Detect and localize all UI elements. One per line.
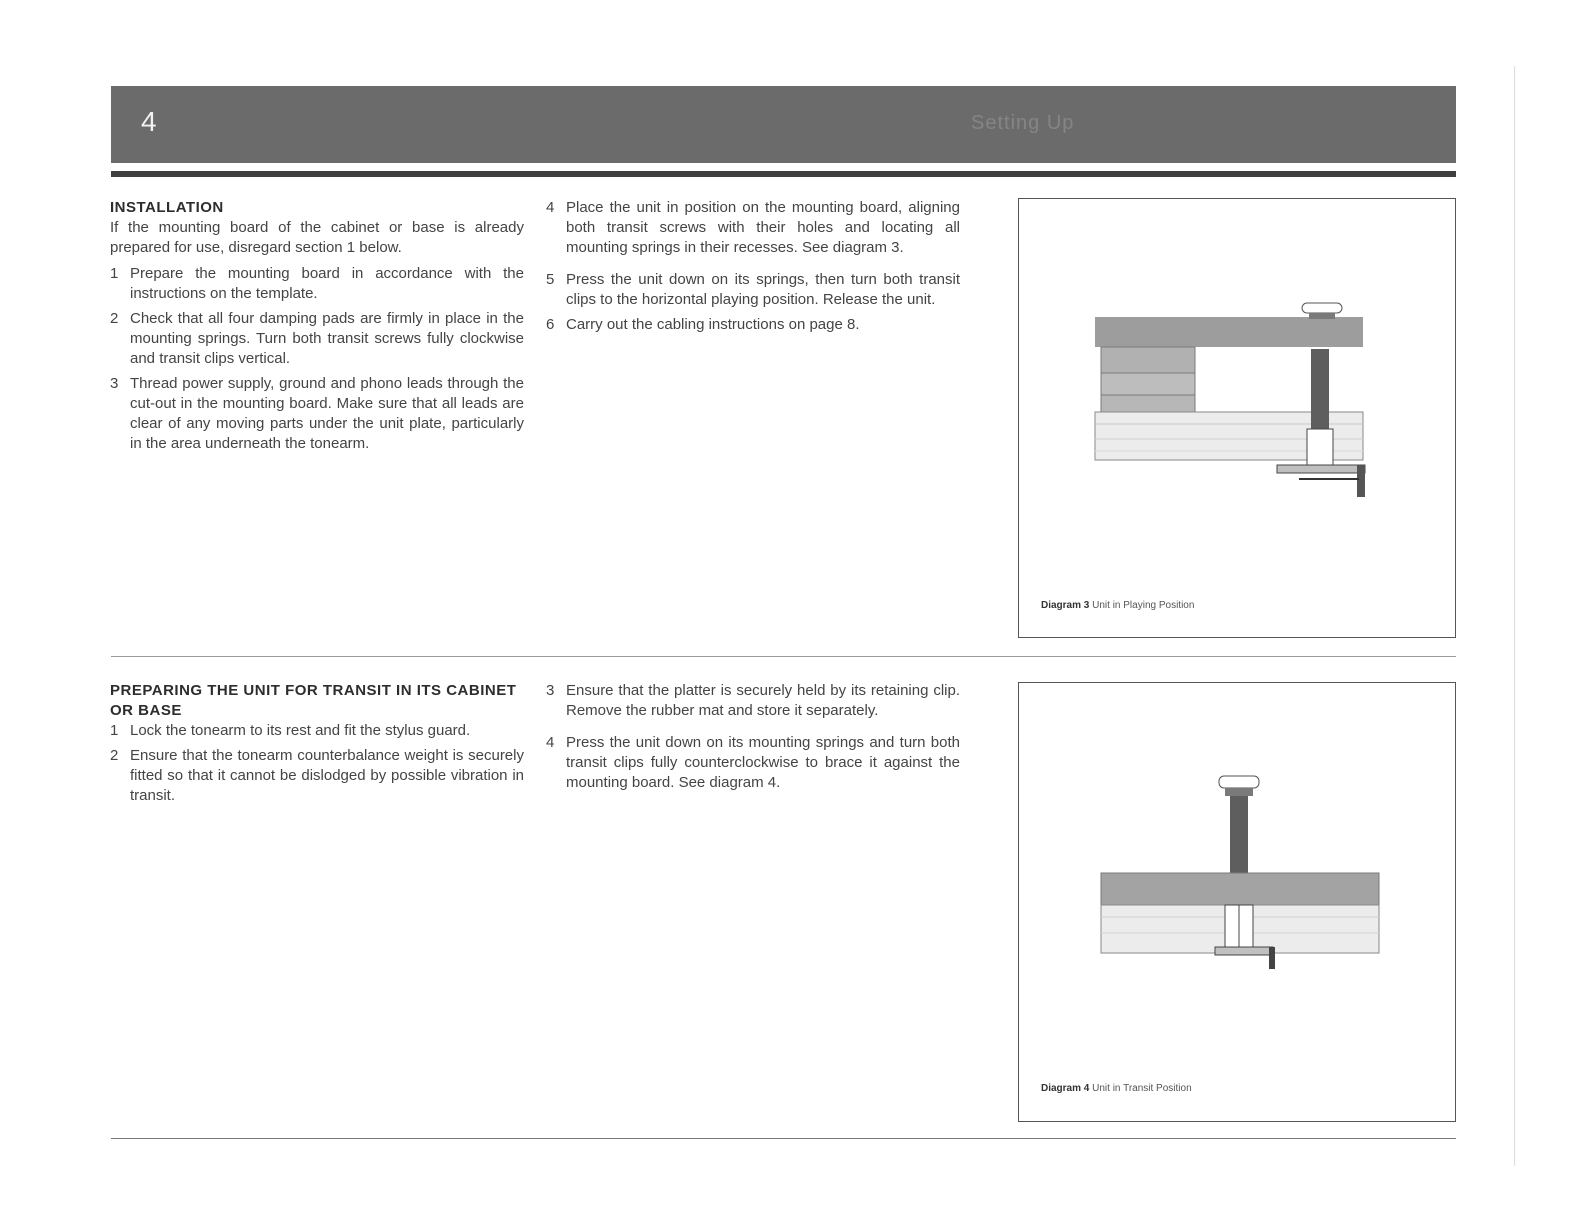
diagram-3-caption <box>1041 600 1194 611</box>
header-band <box>111 86 1456 163</box>
diagram-4-label: Diagram 4 <box>1041 1083 1090 1094</box>
installation-heading: INSTALLATION <box>110 199 224 216</box>
section-divider <box>111 656 1456 657</box>
diagram-4 <box>1018 682 1456 1122</box>
diagram-4-caption-text: Unit in Transit Position <box>1092 1083 1192 1094</box>
diagram-3 <box>1018 198 1456 638</box>
screw-shaft <box>1311 349 1329 429</box>
list-item: 5 Press the unit down on its springs, then turn both transit clips to the horizontal playing position. Release the unit. <box>546 271 960 308</box>
unit-plate <box>1101 873 1379 905</box>
installation-steps-left <box>110 264 524 454</box>
header-rule <box>111 171 1456 177</box>
damping-block <box>1101 347 1195 373</box>
list-item: 6 Carry out the cabling instructions on page 8. <box>546 316 860 333</box>
page-number: 4 <box>141 106 157 137</box>
list-item: 2 Ensure that the tonearm counterbalance weight is securely fitted so that it cannot be dislodged by possible vibration in transit. <box>110 747 524 804</box>
screw-sleeve <box>1307 429 1333 465</box>
list-item: 4 Place the unit in position on the mounting board, aligning both transit screws with their holes and locating all mounting springs in their recesses. See diagram 3. <box>546 199 960 256</box>
section-title: Setting Up <box>971 112 1075 134</box>
transit-steps-mid <box>546 681 960 793</box>
transit-heading: PREPARING THE UNIT FOR TRANSIT IN ITS CABINET OR BASE <box>110 682 517 719</box>
screw-head <box>1302 303 1342 313</box>
list-item: 1 Prepare the mounting board in accordance with the instructions on the template. <box>110 265 524 302</box>
transit-column-left <box>110 681 524 811</box>
list-item: 3 Ensure that the platter is securely held by its retaining clip. Remove the rubber mat and store it separately. <box>546 682 960 719</box>
installation-steps-mid <box>546 198 960 335</box>
list-item: 2 Check that all four damping pads are firmly in place in the mounting springs. Turn both transit screws fully clockwise and transit clips vertical. <box>110 310 524 367</box>
diagram-4-caption <box>1041 1083 1192 1094</box>
unit-plate <box>1095 317 1363 347</box>
list-item: 1 Lock the tonearm to its rest and fit the stylus guard. <box>110 722 471 739</box>
transit-steps-left <box>110 721 524 806</box>
installation-column-mid <box>546 198 960 340</box>
transit-clip <box>1277 465 1365 473</box>
damping-block <box>1101 373 1195 395</box>
diagram-3-caption-text: Unit in Playing Position <box>1092 600 1195 611</box>
footer-rule <box>111 1138 1456 1139</box>
screw-head <box>1219 776 1259 788</box>
page-edge-line <box>1514 66 1515 1166</box>
diagram-4-illustration <box>1019 683 1455 1121</box>
list-item: 4 Press the unit down on its mounting springs and turn both transit clips fully counterclockwise to brace it against the mounting board. See diagram 4. <box>546 734 960 791</box>
diagram-3-label: Diagram 3 <box>1041 600 1090 611</box>
installation-column-left <box>110 198 524 459</box>
list-item: 3 Thread power supply, ground and phono leads through the cut-out in the mounting board. Make sure that all leads are clear of any moving parts under the unit plate, particularly in the area underneath the tonearm. <box>110 375 524 452</box>
transit-column-mid <box>546 681 960 798</box>
diagram-3-illustration <box>1019 199 1455 637</box>
installation-intro: If the mounting board of the cabinet or base is already prepared for use, disregard section 1 below. <box>110 219 524 256</box>
transit-clip <box>1215 947 1273 955</box>
